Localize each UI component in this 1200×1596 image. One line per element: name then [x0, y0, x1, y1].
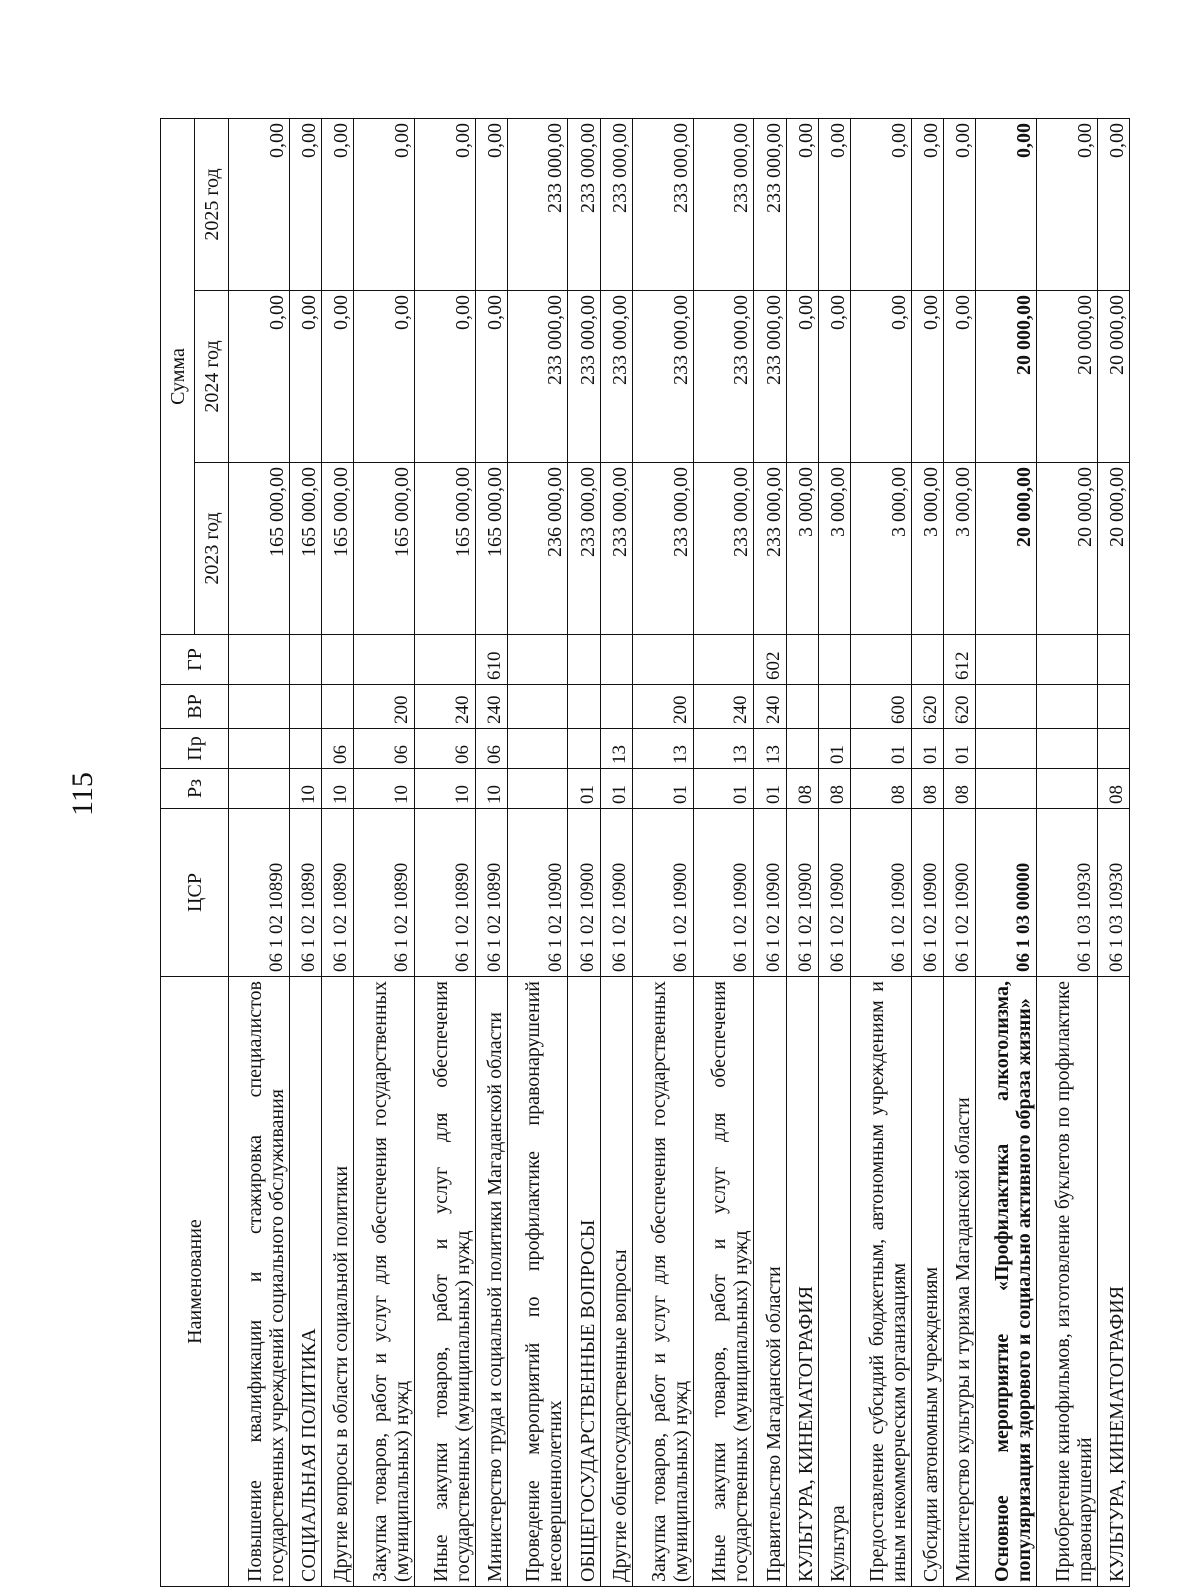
cell-pr: 01 [851, 729, 912, 769]
cell-rz: 10 [289, 769, 321, 809]
cell-sum-2025: 233 000,00 [693, 118, 754, 290]
cell-pr [568, 729, 600, 769]
cell-sum-2023: 165 000,00 [354, 463, 415, 635]
cell-csr: 06 1 02 10900 [507, 809, 568, 977]
cell-sum-2025: 0,00 [943, 118, 975, 290]
cell-rz: 08 [818, 769, 850, 809]
cell-name: КУЛЬТУРА, КИНЕМАТОГРАФИЯ [786, 977, 818, 1587]
cell-vr [568, 685, 600, 729]
cell-rz [229, 769, 290, 809]
cell-sum-2025: 233 000,00 [507, 118, 568, 290]
cell-sum-2023: 165 000,00 [321, 463, 353, 635]
cell-sum-2025: 0,00 [1097, 118, 1129, 290]
cell-rz: 08 [851, 769, 912, 809]
cell-sum-2025: 233 000,00 [600, 118, 632, 290]
cell-gr [632, 635, 693, 685]
cell-vr [818, 685, 850, 729]
cell-rz: 08 [911, 769, 943, 809]
cell-sum-2023: 236 000,00 [507, 463, 568, 635]
cell-gr [693, 635, 754, 685]
cell-gr [229, 635, 290, 685]
header-name: Наименование [161, 977, 229, 1587]
cell-sum-2023: 165 000,00 [475, 463, 507, 635]
cell-pr [1036, 729, 1097, 769]
cell-sum-2023: 3 000,00 [943, 463, 975, 635]
cell-gr [354, 635, 415, 685]
cell-gr [289, 635, 321, 685]
cell-sum-2024: 0,00 [229, 291, 290, 463]
cell-gr [507, 635, 568, 685]
cell-vr: 620 [943, 685, 975, 729]
header-sum: Сумма [161, 118, 195, 634]
cell-name: Другие вопросы в области социальной политики [321, 977, 353, 1587]
header-csr: ЦСР [161, 809, 229, 977]
cell-sum-2024: 233 000,00 [600, 291, 632, 463]
cell-vr: 240 [754, 685, 786, 729]
cell-rz: 08 [943, 769, 975, 809]
cell-csr: 06 1 02 10900 [911, 809, 943, 977]
cell-csr: 06 1 02 10900 [568, 809, 600, 977]
cell-sum-2024: 20 000,00 [976, 291, 1037, 463]
cell-vr [600, 685, 632, 729]
cell-gr [1036, 635, 1097, 685]
cell-gr [1097, 635, 1129, 685]
cell-csr: 06 1 02 10890 [229, 809, 290, 977]
table-row [321, 118, 353, 1586]
cell-name: Основное мероприятие «Профилактика алкоголизма, популяризация здорового и социально активного образа жизни» [976, 977, 1037, 1587]
cell-sum-2023: 165 000,00 [289, 463, 321, 635]
cell-sum-2025: 0,00 [354, 118, 415, 290]
cell-rz: 10 [354, 769, 415, 809]
header-year-2024: 2024 год [195, 291, 229, 463]
table-row [1036, 118, 1097, 1586]
cell-csr: 06 1 02 10890 [289, 809, 321, 977]
cell-pr [289, 729, 321, 769]
cell-vr: 240 [414, 685, 475, 729]
cell-sum-2025: 0,00 [321, 118, 353, 290]
cell-name: Иные закупки товаров, работ и услуг для обеспечения государственных (муниципальных) нужд [693, 977, 754, 1587]
cell-name: Министерство труда и социальной политики Магаданской области [475, 977, 507, 1587]
cell-sum-2024: 0,00 [786, 291, 818, 463]
cell-sum-2023: 20 000,00 [976, 463, 1037, 635]
cell-sum-2025: 0,00 [229, 118, 290, 290]
cell-vr: 200 [632, 685, 693, 729]
header-gr: ГР [161, 635, 229, 685]
cell-vr: 600 [851, 685, 912, 729]
cell-name: Проведение мероприятий по профилактике правонарушений несовершеннолетних [507, 977, 568, 1587]
cell-name: Субсидии автономным учреждениям [911, 977, 943, 1587]
cell-sum-2024: 0,00 [321, 291, 353, 463]
cell-rz: 08 [786, 769, 818, 809]
cell-pr: 13 [693, 729, 754, 769]
table-row [507, 118, 568, 1586]
cell-rz: 01 [632, 769, 693, 809]
cell-csr: 06 1 02 10900 [943, 809, 975, 977]
cell-sum-2025: 0,00 [1036, 118, 1097, 290]
cell-sum-2025: 0,00 [475, 118, 507, 290]
cell-gr [321, 635, 353, 685]
cell-name: Приобретение кинофильмов, изготовление буклетов по профилактике правонарушений [1036, 977, 1097, 1587]
table-row [475, 118, 507, 1586]
cell-vr [786, 685, 818, 729]
cell-csr: 06 1 02 10890 [354, 809, 415, 977]
header-year-2025: 2025 год [195, 118, 229, 290]
cell-pr [1097, 729, 1129, 769]
cell-csr: 06 1 02 10900 [754, 809, 786, 977]
cell-pr: 13 [754, 729, 786, 769]
cell-gr: 610 [475, 635, 507, 685]
cell-sum-2024: 0,00 [289, 291, 321, 463]
cell-sum-2024: 233 000,00 [632, 291, 693, 463]
header-pr: Пр [161, 729, 229, 769]
cell-csr: 06 1 03 10930 [1036, 809, 1097, 977]
cell-pr: 06 [414, 729, 475, 769]
table-header [161, 118, 229, 1586]
cell-csr: 06 1 02 10900 [632, 809, 693, 977]
cell-sum-2024: 233 000,00 [693, 291, 754, 463]
cell-rz: 01 [600, 769, 632, 809]
table-row [568, 118, 600, 1586]
cell-sum-2023: 233 000,00 [568, 463, 600, 635]
table-row [229, 118, 290, 1586]
cell-gr [851, 635, 912, 685]
cell-name: Культура [818, 977, 850, 1587]
cell-csr: 06 1 02 10900 [693, 809, 754, 977]
cell-sum-2024: 0,00 [354, 291, 415, 463]
cell-sum-2025: 233 000,00 [754, 118, 786, 290]
cell-sum-2023: 233 000,00 [754, 463, 786, 635]
cell-rz [507, 769, 568, 809]
rotated-table-wrapper [160, 119, 1130, 1587]
cell-name: СОЦИАЛЬНАЯ ПОЛИТИКА [289, 977, 321, 1587]
cell-sum-2024: 233 000,00 [568, 291, 600, 463]
cell-pr: 01 [943, 729, 975, 769]
cell-name: Повышение квалификации и стажировка специалистов государственных учреждений социального обслуживания [229, 977, 290, 1587]
table-row [754, 118, 786, 1586]
cell-name: КУЛЬТУРА, КИНЕМАТОГРАФИЯ [1097, 977, 1129, 1587]
cell-name: ОБЩЕГОСУДАРСТВЕННЫЕ ВОПРОСЫ [568, 977, 600, 1587]
cell-gr [568, 635, 600, 685]
table-row [786, 118, 818, 1586]
table-row [289, 118, 321, 1586]
cell-vr [507, 685, 568, 729]
table-row [818, 118, 850, 1586]
cell-sum-2023: 165 000,00 [229, 463, 290, 635]
cell-sum-2023: 3 000,00 [786, 463, 818, 635]
table-row [911, 118, 943, 1586]
cell-rz: 10 [414, 769, 475, 809]
cell-rz: 10 [321, 769, 353, 809]
cell-sum-2024: 20 000,00 [1036, 291, 1097, 463]
cell-rz: 01 [693, 769, 754, 809]
cell-pr: 13 [632, 729, 693, 769]
cell-rz: 10 [475, 769, 507, 809]
cell-rz [976, 769, 1037, 809]
cell-gr [818, 635, 850, 685]
cell-vr [976, 685, 1037, 729]
header-year-2023: 2023 год [195, 463, 229, 635]
cell-sum-2025: 233 000,00 [568, 118, 600, 290]
cell-sum-2024: 0,00 [911, 291, 943, 463]
table-body [229, 118, 1130, 1586]
cell-vr [1036, 685, 1097, 729]
cell-vr [1097, 685, 1129, 729]
cell-sum-2025: 0,00 [289, 118, 321, 290]
table-row [976, 118, 1037, 1586]
cell-pr: 06 [354, 729, 415, 769]
table-row [1097, 118, 1129, 1586]
cell-csr: 06 1 03 10930 [1097, 809, 1129, 977]
cell-pr: 01 [911, 729, 943, 769]
header-vr: ВР [161, 685, 229, 729]
cell-sum-2023: 233 000,00 [632, 463, 693, 635]
cell-pr [786, 729, 818, 769]
cell-pr: 01 [818, 729, 850, 769]
cell-sum-2024: 233 000,00 [507, 291, 568, 463]
header-rz: Рз [161, 769, 229, 809]
cell-sum-2024: 0,00 [818, 291, 850, 463]
cell-rz [1036, 769, 1097, 809]
cell-pr: 13 [600, 729, 632, 769]
cell-sum-2024: 233 000,00 [754, 291, 786, 463]
cell-csr: 06 1 02 10890 [475, 809, 507, 977]
cell-sum-2023: 20 000,00 [1036, 463, 1097, 635]
cell-name: Закупка товаров, работ и услуг для обеспечения государственных (муниципальных) нужд [354, 977, 415, 1587]
cell-vr: 240 [475, 685, 507, 729]
table-row [851, 118, 912, 1586]
cell-name: Иные закупки товаров, работ и услуг для обеспечения государственных (муниципальных) нужд [414, 977, 475, 1587]
cell-sum-2023: 3 000,00 [851, 463, 912, 635]
cell-gr: 612 [943, 635, 975, 685]
cell-name: Закупка товаров, работ и услуг для обеспечения государственных (муниципальных) нужд [632, 977, 693, 1587]
cell-csr: 06 1 02 10890 [414, 809, 475, 977]
cell-name: Предоставление субсидий бюджетным, автономным учреждениям и иным некоммерческим организациям [851, 977, 912, 1587]
cell-sum-2024: 0,00 [851, 291, 912, 463]
cell-gr [600, 635, 632, 685]
cell-pr [507, 729, 568, 769]
cell-vr [229, 685, 290, 729]
cell-csr: 06 1 02 10890 [321, 809, 353, 977]
table-row [354, 118, 415, 1586]
budget-table [160, 118, 1130, 1587]
cell-sum-2023: 3 000,00 [818, 463, 850, 635]
cell-vr [289, 685, 321, 729]
table-row [414, 118, 475, 1586]
cell-sum-2023: 165 000,00 [414, 463, 475, 635]
cell-sum-2023: 233 000,00 [693, 463, 754, 635]
cell-gr [786, 635, 818, 685]
cell-sum-2025: 0,00 [818, 118, 850, 290]
cell-vr [321, 685, 353, 729]
cell-sum-2025: 0,00 [911, 118, 943, 290]
cell-pr [229, 729, 290, 769]
table-row [600, 118, 632, 1586]
cell-rz: 01 [754, 769, 786, 809]
table-row [693, 118, 754, 1586]
cell-csr: 06 1 02 10900 [818, 809, 850, 977]
cell-sum-2025: 0,00 [851, 118, 912, 290]
cell-sum-2023: 3 000,00 [911, 463, 943, 635]
cell-vr: 240 [693, 685, 754, 729]
cell-rz: 01 [568, 769, 600, 809]
cell-pr: 06 [475, 729, 507, 769]
page-number: 115 [66, 772, 99, 816]
cell-pr: 06 [321, 729, 353, 769]
cell-sum-2024: 0,00 [414, 291, 475, 463]
cell-gr [414, 635, 475, 685]
cell-sum-2025: 0,00 [976, 118, 1037, 290]
cell-rz: 08 [1097, 769, 1129, 809]
cell-gr: 602 [754, 635, 786, 685]
cell-sum-2025: 0,00 [414, 118, 475, 290]
cell-sum-2024: 20 000,00 [1097, 291, 1129, 463]
table-row [632, 118, 693, 1586]
cell-name: Правительство Магаданской области [754, 977, 786, 1587]
cell-sum-2025: 0,00 [786, 118, 818, 290]
cell-vr: 620 [911, 685, 943, 729]
cell-gr [976, 635, 1037, 685]
cell-pr [976, 729, 1037, 769]
table-row [943, 118, 975, 1586]
cell-sum-2023: 20 000,00 [1097, 463, 1129, 635]
cell-sum-2025: 233 000,00 [632, 118, 693, 290]
cell-name: Другие общегосударственные вопросы [600, 977, 632, 1587]
cell-sum-2023: 233 000,00 [600, 463, 632, 635]
cell-csr: 06 1 02 10900 [851, 809, 912, 977]
cell-csr: 06 1 02 10900 [600, 809, 632, 977]
cell-csr: 06 1 02 10900 [786, 809, 818, 977]
cell-gr [911, 635, 943, 685]
cell-vr: 200 [354, 685, 415, 729]
cell-csr: 06 1 03 00000 [976, 809, 1037, 977]
cell-sum-2024: 0,00 [943, 291, 975, 463]
cell-sum-2024: 0,00 [475, 291, 507, 463]
cell-name: Министерство культуры и туризма Магаданской области [943, 977, 975, 1587]
